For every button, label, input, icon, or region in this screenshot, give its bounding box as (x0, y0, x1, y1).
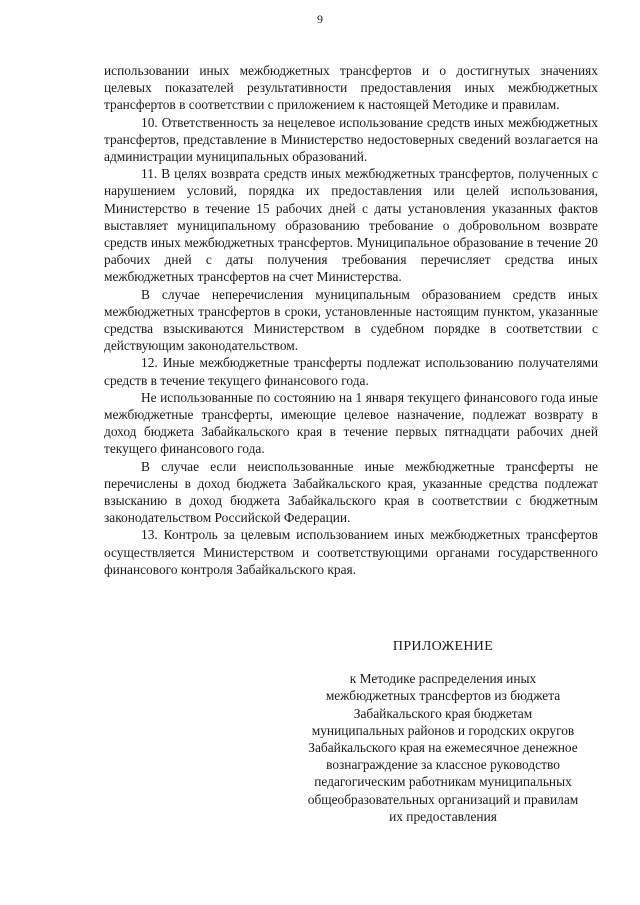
appendix-description (288, 670, 598, 825)
appendix-line: к Методике распределения иных (349, 671, 537, 687)
paragraph-clause-12: 12. Иные межбюджетные трансферты подлежат использованию получателями средств в течение текущего финансового года. (104, 355, 598, 388)
appendix-line: общеобразовательных организаций и правилам (307, 791, 579, 807)
paragraph-clause-11: 11. В целях возврата средств иных межбюджетных трансфертов, полученных с нарушением условий, порядка их предоставления или целей использования, Министерство в течение 15 рабочих дней с даты установления указанных фактов выставляет муниципальному образованию требование о добровольном возврате средств иных межбюджетных трансфертов. Муниципальное образование в течение 20 рабочих дней с даты получения требования перечисляет средства иных межбюджетных трансфертов на счет Министерства. (104, 166, 598, 285)
appendix-line: их предоставления (389, 808, 497, 824)
appendix-heading-block (288, 638, 598, 825)
paragraph-clause-12-unused: Не использованные по состоянию на 1 января текущего финансового года иные межбюджетные трансферты, имеющие целевое назначение, подлежат возврату в доход бюджета Забайкальского края в течение первых пятнадцати рабочих дней текущего финансового года. (104, 389, 598, 457)
appendix-line: педагогическим работникам муниципальных (314, 774, 572, 790)
paragraph-clause-10: 10. Ответственность за нецелевое использование средств иных межбюджетных трансфертов, представление в Министерство недостоверных сведений возлагается на администрации муниципальных образований. (104, 114, 598, 165)
paragraph-clause-11-nonpayment: В случае неперечисления муниципальным образованием средств иных межбюджетных трансфертов в сроки, установленные настоящим пунктом, указанные средства взыскиваются Министерством в судебном порядке в соответствии с действующим законодательством. (104, 286, 598, 354)
page-number: 9 (317, 12, 323, 26)
appendix-line: вознаграждение за классное руководство (326, 757, 560, 773)
paragraph-clause-13: 13. Контроль за целевым использованием иных межбюджетных трансфертов осуществляется Министерством и соответствующими органами государственного финансового контроля Забайкальского края. (104, 527, 598, 577)
paragraph-clause-12-recovery: В случае если неиспользованные иные межбюджетные трансферты не перечислены в доход бюджета Забайкальского края, указанные средства подлежат взысканию в доход бюджета Забайкальского края в соответствии с бюджетным законодательством Российской Федерации. (104, 458, 598, 526)
paragraph-continuation: использовании иных межбюджетных трансфертов и о достигнутых значениях целевых показателей результативности предоставления иных межбюджетных трансфертов в соответствии с приложением к настоящей Методике и правилам. (104, 63, 598, 113)
appendix-line: муниципальных районов и городских округов (311, 722, 575, 738)
appendix-line: Забайкальского края на ежемесячное денежное (308, 740, 578, 756)
document-body (104, 62, 598, 578)
appendix-line: Забайкальского края бюджетам (353, 705, 533, 721)
appendix-title: ПРИЛОЖЕНИЕ (392, 639, 494, 654)
appendix-line: межбюджетных трансфертов из бюджета (325, 688, 561, 704)
